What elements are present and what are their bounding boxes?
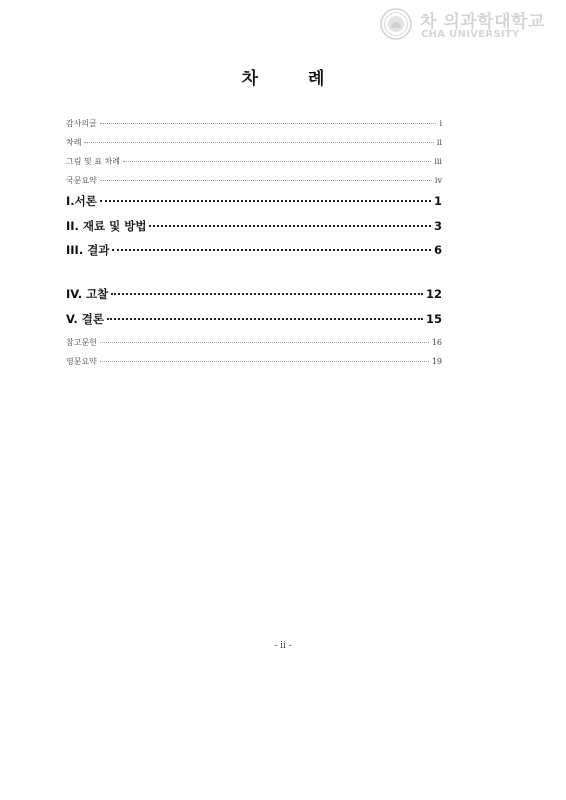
toc-entry-label: I.서론 — [66, 194, 97, 208]
toc-entry-label: IV. 고찰 — [66, 287, 109, 301]
toc-dot-leader — [111, 293, 423, 295]
toc-entry-korean-abstract[interactable] — [66, 175, 442, 186]
university-watermark — [380, 8, 560, 44]
toc-entry-page: iv — [434, 176, 442, 185]
toc-dot-leader — [112, 249, 431, 251]
toc-entry-label: 그림 및 표 차례 — [66, 157, 120, 166]
toc-entry-page: 3 — [433, 219, 442, 233]
toc-entry-references[interactable] — [66, 337, 442, 348]
toc-entry-label: 참고문헌 — [66, 338, 97, 347]
page-number: - ii - — [274, 641, 292, 651]
toc-entry-page: i — [439, 119, 442, 128]
toc-dot-leader — [100, 200, 431, 202]
toc-entry-introduction[interactable] — [66, 193, 442, 209]
toc-dot-leader — [100, 180, 432, 181]
toc-entry-contents[interactable] — [66, 137, 442, 148]
toc-entry-page: 16 — [431, 338, 442, 347]
toc-entry-conclusion[interactable] — [66, 311, 442, 327]
toc-entry-materials-methods[interactable] — [66, 218, 442, 234]
toc-entry-acknowledgements[interactable] — [66, 118, 442, 129]
toc-entry-figures-tables[interactable] — [66, 156, 442, 167]
toc-dot-leader — [149, 225, 431, 227]
toc-entry-label: 차례 — [66, 138, 82, 147]
toc-entry-page: iii — [434, 157, 442, 166]
toc-entry-english-abstract[interactable] — [66, 356, 442, 367]
toc-dot-leader — [100, 361, 429, 362]
toc-entry-page: 19 — [431, 357, 442, 366]
toc-entry-label: V. 결론 — [66, 312, 105, 326]
toc-dot-leader — [100, 342, 429, 343]
toc-entry-page: 12 — [425, 287, 442, 301]
toc-entry-page: 6 — [433, 243, 442, 257]
toc-entry-page: 1 — [433, 194, 442, 208]
toc-entry-label: II. 재료 및 방법 — [66, 219, 147, 233]
watermark-name-english: CHA UNIVERSITY — [421, 29, 520, 40]
toc-entry-page: 15 — [425, 312, 442, 326]
toc-dot-leader — [123, 161, 431, 162]
toc-dot-leader — [107, 318, 423, 320]
university-seal-icon — [380, 8, 412, 40]
toc-entry-page: ii — [436, 138, 442, 147]
toc-entry-label: III. 결과 — [66, 243, 110, 257]
toc-entry-label: 국문요약 — [66, 176, 97, 185]
toc-entry-discussion[interactable] — [66, 286, 442, 302]
toc-entry-results[interactable] — [66, 242, 442, 258]
watermark-name-korean: 차 의과학대학교 — [420, 12, 545, 32]
page-title: 차 례 — [241, 69, 347, 89]
toc-entry-label: 감사의글 — [66, 119, 97, 128]
toc-dot-leader — [84, 142, 433, 143]
toc-entry-label: 영문요약 — [66, 357, 97, 366]
toc-dot-leader — [100, 123, 437, 124]
